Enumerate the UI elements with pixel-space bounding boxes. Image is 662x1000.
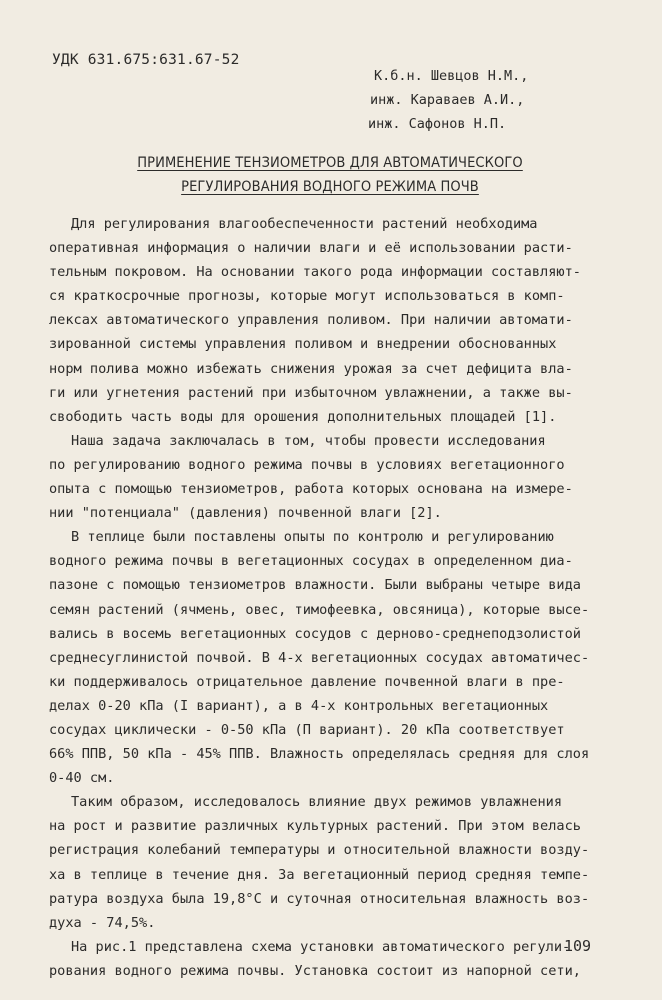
body-line: рования водного режима почвы. Установка состоит из напорной сети,: [49, 962, 581, 979]
body-line: оперативная информация о наличии влаги и её использовании расти-: [49, 240, 573, 257]
body-line: регистрация колебаний температуры и относительной влажности возду-: [49, 842, 590, 859]
body-text: [49, 212, 629, 983]
body-line: на рост и развитие различных культурных растений. При этом велась: [49, 818, 581, 835]
title-line-2: РЕГУЛИРОВАНИЯ ВОДНОГО РЕЖИМА ПОЧВ: [181, 179, 479, 195]
body-line: нии "потенциала" (давления) почвенной влаги [2].: [49, 505, 442, 522]
udk-code: УДК 631.675:631.67-52: [52, 52, 240, 68]
body-line: Для регулирования влагообеспеченности растений необходима: [71, 216, 538, 232]
body-line: духа - 74,5%.: [49, 914, 156, 931]
body-line: вались в восемь вегетационных сосудов с дерново-среднеподзолистой: [49, 625, 581, 642]
body-line: ги или угнетения растений при избыточном увлажнении, а также вы-: [49, 384, 573, 401]
body-line: пазоне с помощью тензиометров влажности. Были выбраны четыре вида: [49, 577, 581, 594]
body-line: сосудах циклически - 0-50 кПа (П вариант). 20 кПа соответствует: [49, 721, 565, 738]
body-line: Наша задача заключалась в том, чтобы провести исследования: [71, 432, 546, 449]
body-line: по регулированию водного режима почвы в условиях вегетационного: [49, 456, 565, 473]
body-line: среднесуглинистой почвой. В 4-х вегетационных сосудах автоматичес-: [49, 649, 590, 666]
body-line: тельным покровом. На основании такого рода информации составляют-: [49, 264, 581, 281]
body-line: 0-40 см.: [49, 770, 115, 787]
body-line: норм полива можно избежать снижения урожая за счет дефицита вла-: [49, 360, 573, 377]
body-line: лексах автоматического управления поливом. При наличии автомати-: [49, 312, 573, 329]
author-2: инж. Караваев А.И.,: [370, 92, 525, 108]
body-line: ха в теплице в течение дня. За вегетационный период средняя темпе-: [49, 866, 590, 883]
body-line: водного режима почвы в вегетационных сосудах в определенном диа-: [49, 553, 573, 570]
body-line: ся краткосрочные прогнозы, которые могут использоваться в комп-: [49, 288, 565, 305]
body-line: делах 0-20 кПа (I вариант), а в 4-х контрольных вегетационных: [49, 697, 549, 714]
author-list: [368, 64, 529, 136]
body-line: ки поддерживалось отрицательное давление почвенной влаги в пре-: [49, 673, 565, 690]
body-line: зированной системы управления поливом и внедрении обоснованных: [49, 336, 557, 353]
body-line: семян растений (ячмень, овес, тимофеевка, овсяница), которые высе-: [49, 601, 590, 618]
body-line: свободить часть воды для орошения дополнительных площадей [1].: [49, 408, 557, 425]
body-line: 66% ППВ, 50 кПа - 45% ППВ. Влажность определялась средняя для слоя: [49, 746, 590, 763]
page-number: 109: [564, 937, 592, 955]
body-line: опыта с помощью тензиометров, работа которых основана на измере-: [49, 481, 573, 498]
body-line: В теплице были поставлены опыты по контролю и регулированию: [71, 529, 554, 546]
paper-title: [100, 151, 560, 199]
author-1: К.б.н. Шевцов Н.М.,: [374, 68, 529, 84]
body-line: Таким образом, исследовалось влияние двух режимов увлажнения: [71, 794, 563, 811]
title-line-1: ПРИМЕНЕНИЕ ТЕНЗИОМЕТРОВ ДЛЯ АВТОМАТИЧЕСКОГО: [137, 155, 523, 171]
author-3: инж. Сафонов Н.П.: [368, 116, 507, 132]
body-line: ратура воздуха была 19,8°С и суточная относительная влажность воз-: [49, 890, 590, 907]
body-line: На рис.1 представлена схема установки автоматического регули-: [71, 938, 571, 955]
